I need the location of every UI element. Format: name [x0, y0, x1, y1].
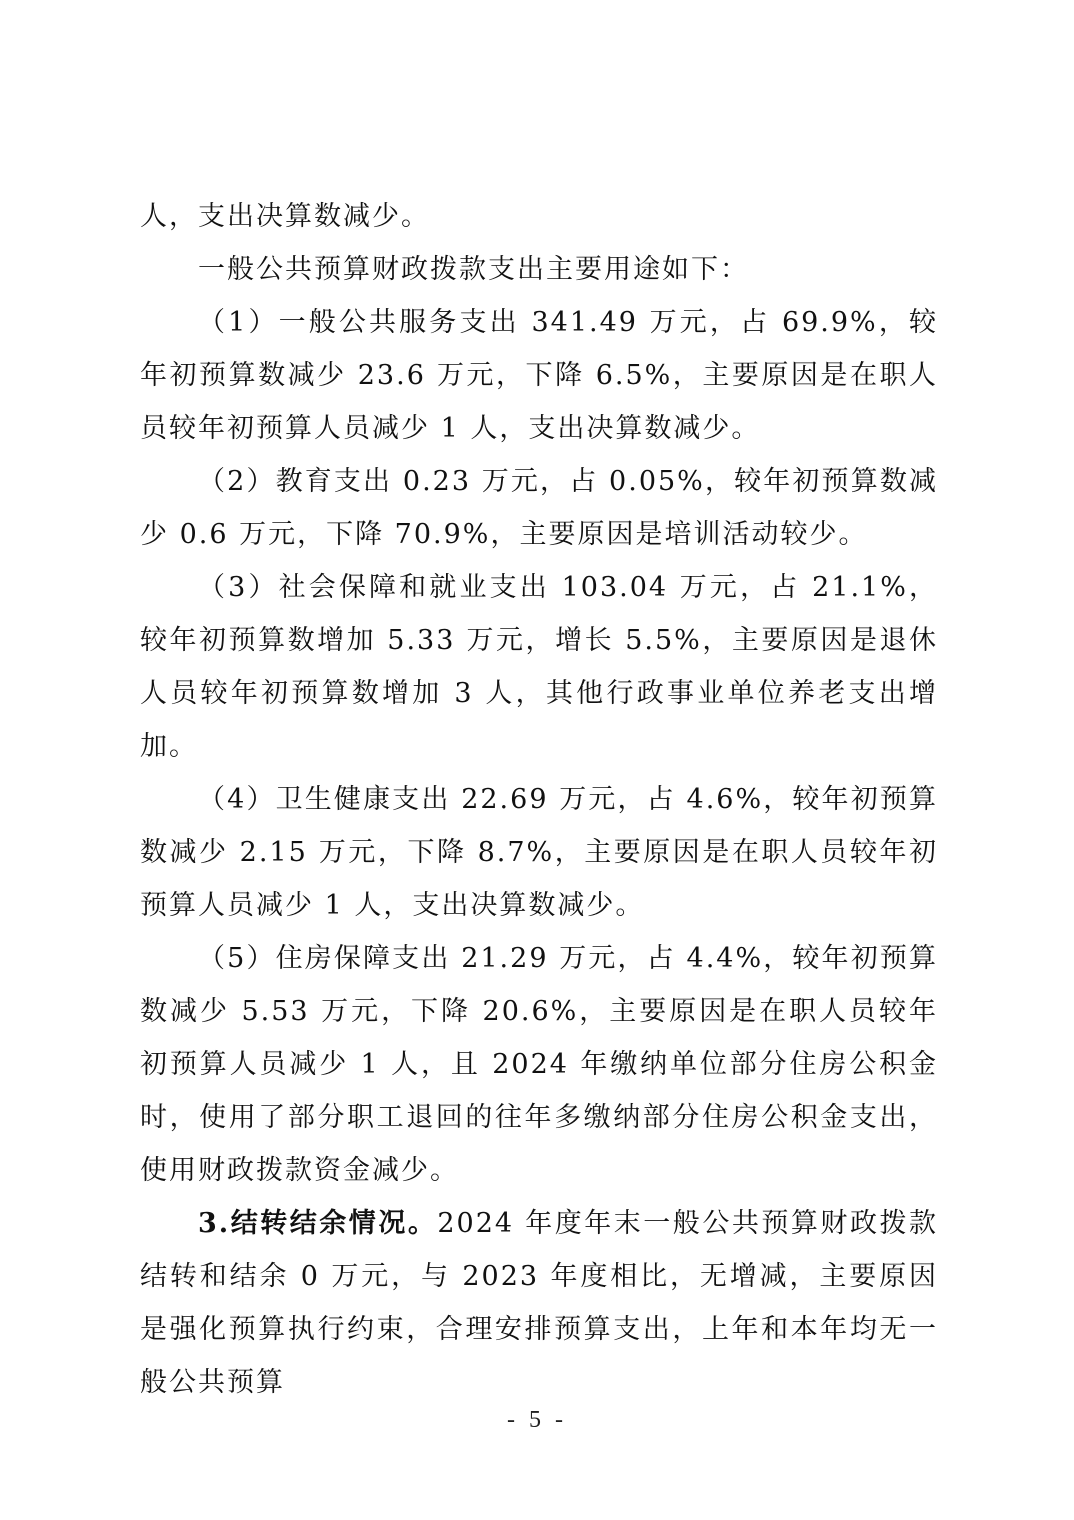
- paragraph-continuation: 人，支出决算数减少。: [140, 201, 430, 232]
- paragraph-expenditure-intro: 一般公共预算财政拨款支出主要用途如下：: [198, 254, 749, 285]
- paragraph-health: （4）卫生健康支出 22.69 万元，占 4.6%，较年初预算数减少 2.15 万元，下降 8.7%，主要原因是在职人员较年初预算人员减少 1 人，支出决算数减少。: [140, 784, 938, 921]
- page-number: - 5 -: [507, 1407, 567, 1433]
- paragraph-education: （2）教育支出 0.23 万元，占 0.05%，较年初预算数减少 0.6 万元，下降 70.9%，主要原因是培训活动较少。: [140, 466, 938, 550]
- section-body: 2024 年度年末一般公共预算财政拨款结转和结余 0 万元，与 2023 年度相比，无增减，主要原因是强化预算执行约束，合理安排预算支出，上年和本年均无一般公共预算: [140, 1208, 938, 1398]
- paragraph-carryover: [140, 1197, 938, 1409]
- paragraph-social-security: （3）社会保障和就业支出 103.04 万元，占 21.1%，较年初预算数增加 5.33 万元，增长 5.5%，主要原因是退休人员较年初预算数增加 3 人，其他行政事业单位养老支出增加。: [140, 572, 938, 762]
- paragraph-general-public-services: （1）一般公共服务支出 341.49 万元，占 69.9%，较年初预算数减少 23.6 万元，下降 6.5%，主要原因是在职人员较年初预算人员减少 1 人，支出决算数减少。: [140, 307, 938, 444]
- paragraph-housing: （5）住房保障支出 21.29 万元，占 4.4%，较年初预算数减少 5.53 万元，下降 20.6%，主要原因是在职人员较年初预算人员减少 1 人，且 2024 年缴纳单位部分住房公积金时，使用了部分职工退回的往年多缴纳部分住房公积金支出，使用财政拨款资金减少。: [140, 943, 938, 1186]
- section-heading: 3.结转结余情况。: [198, 1208, 438, 1239]
- document-body: [140, 190, 938, 1409]
